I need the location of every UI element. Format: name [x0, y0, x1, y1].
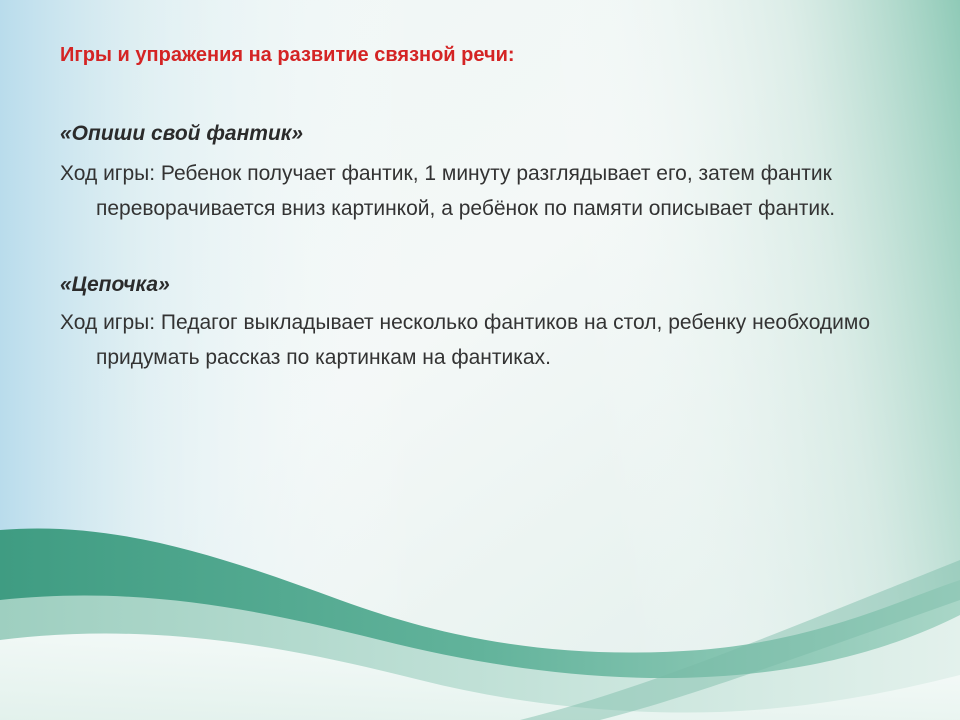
slide-content [60, 36, 920, 375]
game-description-opishi-fantik: Ход игры: Ребенок получает фантик, 1 минуту разглядывает его, затем фантик переворачивается вниз картинкой, а ребёнок по памяти описывает фантик. [60, 162, 836, 220]
game-title-opishi-fantik: «Опиши свой фантик» [60, 122, 304, 145]
slide-heading: Игры и упражения на развитие связной речи: [60, 44, 515, 66]
game-description-tsepochka: Ход игры: Педагог выкладывает несколько фантиков на стол, ребенку необходимо придумать рассказ по картинкам на фантиках. [60, 311, 871, 369]
game-title-tsepochka: «Цепочка» [60, 273, 170, 296]
